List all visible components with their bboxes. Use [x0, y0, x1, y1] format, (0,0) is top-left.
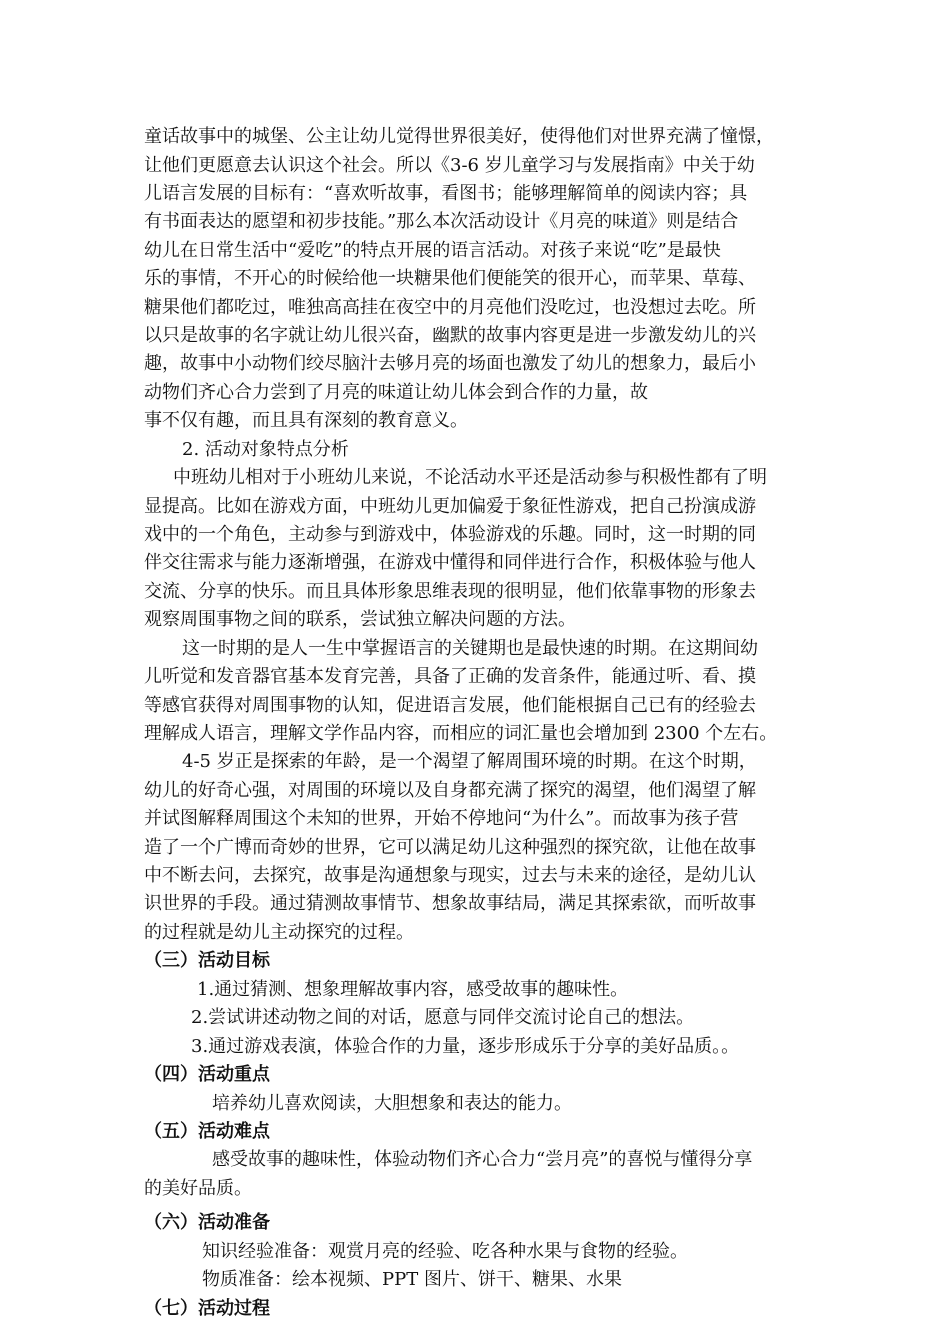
- body-text-line: 中班幼儿相对于小班幼儿来说，不论活动水平还是活动参与积极性都有了明: [173, 467, 767, 488]
- body-text-line: 儿语言发展的目标有：“喜欢听故事，看图书；能够理解简单的阅读内容；具: [144, 183, 748, 204]
- section-text-line: 感受故事的趣味性，体验动物们齐心合力“尝月亮”的喜悦与懂得分享: [212, 1149, 753, 1170]
- section-text-line: 物质准备：绘本视频、PPT 图片、饼干、糖果、水果: [202, 1269, 622, 1290]
- section-text-line: 1.通过猜测、想象理解故事内容，感受故事的趣味性。: [197, 979, 629, 1000]
- body-text-line: 并试图解释周围这个未知的世界，开始不停地问“为什么”。而故事为孩子营: [144, 808, 739, 829]
- section-text-line: 知识经验准备：观赏月亮的经验、吃各种水果与食物的经验。: [202, 1241, 688, 1262]
- body-text-line: 造了一个广博而奇妙的世界，它可以满足幼儿这种强烈的探究欲，让他在故事: [144, 837, 756, 858]
- body-text-line: 幼儿在日常生活中“爱吃”的特点开展的语言活动。对孩子来说“吃”是最快: [144, 240, 721, 261]
- section-text-line: 3.通过游戏表演，体验合作的力量，逐步形成乐于分享的美好品质。。: [191, 1036, 740, 1057]
- body-text-line: 以只是故事的名字就让幼儿很兴奋，幽默的故事内容更是进一步激发幼儿的兴: [144, 325, 756, 346]
- body-text-line: 等感官获得对周围事物的认知，促进语言发展，他们能根据自己已有的经验去: [144, 695, 756, 716]
- body-text-line: 中不断去问，去探究，故事是沟通想象与现实，过去与未来的途径，是幼儿认: [144, 865, 756, 886]
- body-text-line: 2. 活动对象特点分析: [182, 439, 349, 460]
- section-text-line: 2.尝试讲述动物之间的对话，愿意与同伴交流讨论自己的想法。: [191, 1007, 695, 1028]
- body-text-line: 幼儿的好奇心强，对周围的环境以及自身都充满了探究的渴望，他们渴望了解: [144, 780, 756, 801]
- section-text-line: 培养幼儿喜欢阅读，大胆想象和表达的能力。: [212, 1093, 572, 1114]
- body-text-line: 显提高。比如在游戏方面，中班幼儿更加偏爱于象征性游戏，把自己扮演成游: [144, 496, 756, 517]
- body-text-line: 事不仅有趣，而且具有深刻的教育意义。: [144, 410, 468, 431]
- body-text-line: 的过程就是幼儿主动探究的过程。: [144, 922, 414, 943]
- section-heading: （三）活动目标: [144, 950, 270, 971]
- body-text-line: 童话故事中的城堡、公主让幼儿觉得世界很美好，使得他们对世界充满了憧憬，: [144, 126, 774, 147]
- body-text-line: 趣，故事中小动物们绞尽脑汁去够月亮的场面也激发了幼儿的想象力，最后小: [144, 353, 756, 374]
- section-heading: （六）活动准备: [144, 1212, 270, 1233]
- body-text-line: 识世界的手段。通过猜测故事情节、想象故事结局，满足其探索欲，而听故事: [144, 893, 756, 914]
- body-text-line: 糖果他们都吃过，唯独高高挂在夜空中的月亮他们没吃过，也没想过去吃。所: [144, 297, 756, 318]
- body-text-line: 让他们更愿意去认识这个社会。所以《3-6 岁儿童学习与发展指南》中关于幼: [144, 155, 755, 176]
- body-text-line: 这一时期的是人一生中掌握语言的关键期也是最快速的时期。在这期间幼: [182, 638, 758, 659]
- body-text-line: 4-5 岁正是探索的年龄，是一个渴望了解周围环境的时期。在这个时期，: [182, 751, 757, 772]
- body-text-line: 观察周围事物之间的联系，尝试独立解决问题的方法。: [144, 609, 576, 630]
- body-text-line: 儿听觉和发音器官基本发育完善，具备了正确的发音条件，能通过听、看、摸: [144, 666, 756, 687]
- body-text-line: 伴交往需求与能力逐渐增强，在游戏中懂得和同伴进行合作，积极体验与他人: [144, 552, 756, 573]
- body-text-line: 戏中的一个角色，主动参与到游戏中，体验游戏的乐趣。同时，这一时期的同: [144, 524, 756, 545]
- body-text-line: 有书面表达的愿望和初步技能。”那么本次活动设计《月亮的味道》则是结合: [144, 211, 739, 232]
- body-text-line: 交流、分享的快乐。而且具体形象思维表现的很明显，他们依靠事物的形象去: [144, 581, 756, 602]
- section-heading: （七）活动过程: [144, 1298, 270, 1319]
- section-heading: （四）活动重点: [144, 1064, 270, 1085]
- section-text-line: 的美好品质。: [144, 1178, 252, 1199]
- body-text-line: 乐的事情，不开心的时候给他一块糖果他们便能笑的很开心，而苹果、草莓、: [144, 268, 756, 289]
- body-text-line: 动物们齐心合力尝到了月亮的味道让幼儿体会到合作的力量，故: [144, 382, 648, 403]
- section-heading: （五）活动难点: [144, 1121, 270, 1142]
- body-text-line: 理解成人语言，理解文学作品内容，而相应的词汇量也会增加到 2300 个左右。: [144, 723, 778, 744]
